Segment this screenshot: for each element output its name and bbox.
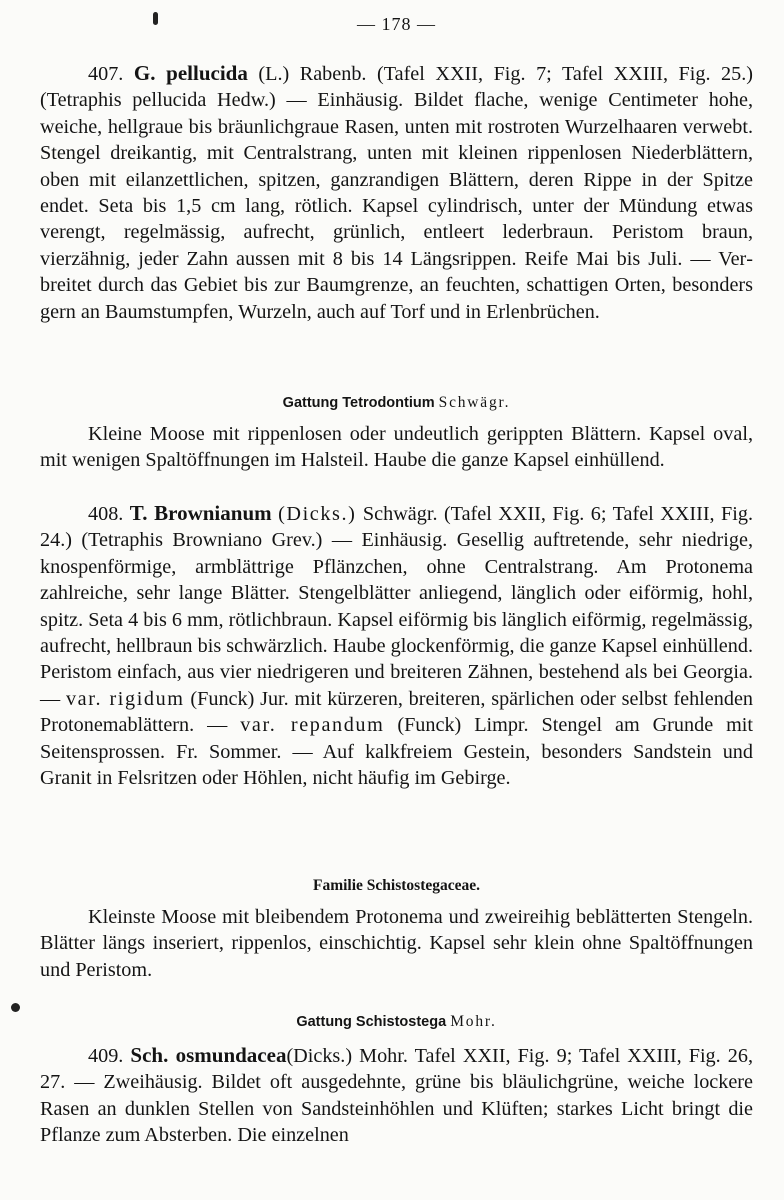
entry-409-paragraph [40, 1042, 753, 1149]
entry-407-paragraph [40, 60, 753, 325]
species-name: G. pellucida [133, 61, 248, 85]
genus-label: Gattung Tetrodontium [282, 395, 435, 411]
entry-text: Mohr. Tafel XXII, Fig. 9; Tafel XXIII, Fig. 26, 27. — Zweihäusig. Bildet oft ausgedehnte, grüne bis bläulichgrüne, weiche lockere Rasen an dunklen Stellen von Sandsteinhöhlen und Klüften; starkes Licht bringt die Pflanze zum Absterben. Die einzelnen [40, 1045, 754, 1147]
species-name: T. Brownianum [129, 501, 272, 525]
variety-label: var. rigidum [65, 687, 185, 710]
variety-text: (Funck) Jur. mit kürzeren, breiteren, spärlichen oder selbst fehlenden Protonemablättern. — [40, 687, 753, 737]
genus-author: Schwägr. [438, 394, 511, 411]
genus-description: Kleine Moose mit rippenlosen oder undeutlich gerippten Blättern. Kapsel oval, mit wenigen Spaltöffnungen im Halsteil. Haube die ganze Kapsel einhüllend. [40, 423, 753, 472]
genus-author: Mohr. [450, 1013, 497, 1030]
entry-407 [40, 60, 753, 325]
family-description: Kleinste Moose mit bleibendem Protonema und zweireihig beblätterten Stengeln. Blätter längs inseriert, rippenlos, einschichtig. Kapsel sehr klein ohne Spaltöffnungen und Peristom. [40, 906, 753, 981]
family-label: Familie Schistostegaceae. [312, 877, 480, 894]
genus-description-tetrodontium [40, 421, 753, 474]
variety-label: var. repandum [240, 714, 385, 737]
species-name: Sch. osmundacea [130, 1043, 287, 1067]
genus-heading-schistostega [40, 1012, 753, 1032]
entry-number: 409. [88, 1045, 124, 1067]
entry-number: 408. [88, 503, 124, 525]
species-author: (Dicks.) [278, 503, 357, 525]
entry-409 [40, 1042, 753, 1149]
entry-text: (L.) Rabenb. (Tafel XXII, Fig. 7; Tafel XXIII, Fig. 25.) (Tetraphis pellucida Hedw.) — Einhäusig. Bildet flache, wenige Centimeter hohe, weiche, hellgraue bis bräunlichgraue Rasen, unten mit rostroten Wurzelhaaren verwebt. Stengel dreikantig, mit Centralstrang, unten mit kleinen rippenlosen Niederblättern, oben mit eilanzettlichen, spitzen, ganzrandigen Blättern, deren Rippe in der Spitze endet. Seta bis 1,5 cm lang, rötlich. Kapsel cylindrisch, unter der Mündung etwas verengt, regelmässig, aufrecht, grünlich, entleert lederbraun. Peristom braun, vierzähnig, jeder Zahn aussen mit 8 bis 14 Längsrippen. Reife Mai bis Juli. — Verbreitet durch das Gebiet bis zur Baumgrenze, an feuchten, schattigen Orten, besonders gern an Baumstumpfen, Wurzeln, auch auf Torf und in Erlenbrüchen. [40, 63, 753, 323]
family-description-schistostegaceae [40, 904, 753, 983]
genus-heading-tetrodontium [40, 393, 753, 413]
family-heading-schistostegaceae [40, 876, 753, 896]
genus-label: Gattung Schistostega [296, 1014, 447, 1030]
species-author: (Dicks.) [286, 1045, 353, 1067]
variety-text: (Funck) Limpr. Stengel am Grunde mit Seitensprossen. Fr. Sommer. — Auf kalkfreiem Gestein, besonders Sandstein und Granit in Felsritzen oder Höhlen, nicht häufig im Gebirge. [40, 714, 754, 790]
print-speck [11, 1003, 20, 1012]
entry-408 [40, 500, 753, 791]
page-number: — 178 — [357, 14, 436, 34]
entry-number: 407. [88, 63, 124, 85]
entry-408-paragraph [40, 500, 753, 791]
entry-text: Schwägr. (Tafel XXII, Fig. 6; Tafel XXIII, Fig. 24.) (Tetraphis Browniano Grev.) — Einhäusig. Gesellig auftretende, sehr niedrige, knospenförmige, armblättrige Pflänzchen, ohne Centralstrang. Am Protonema zahlreiche, sehr lange Blätter. Stengelblätter anliegend, länglich oder eiförmig, hohl, spitz. Seta 4 bis 6 mm, rötlichbraun. Kapsel eiförmig bis länglich eiförmig, regelmässig, aufrecht, hellbraun bis schwärzlich. Haube glockenförmig, die ganze Kapsel einhüllend. Peristom einfach, aus vier niedrigeren und breiteren Zähnen, bestehend als bei Georgia. — [40, 503, 754, 710]
